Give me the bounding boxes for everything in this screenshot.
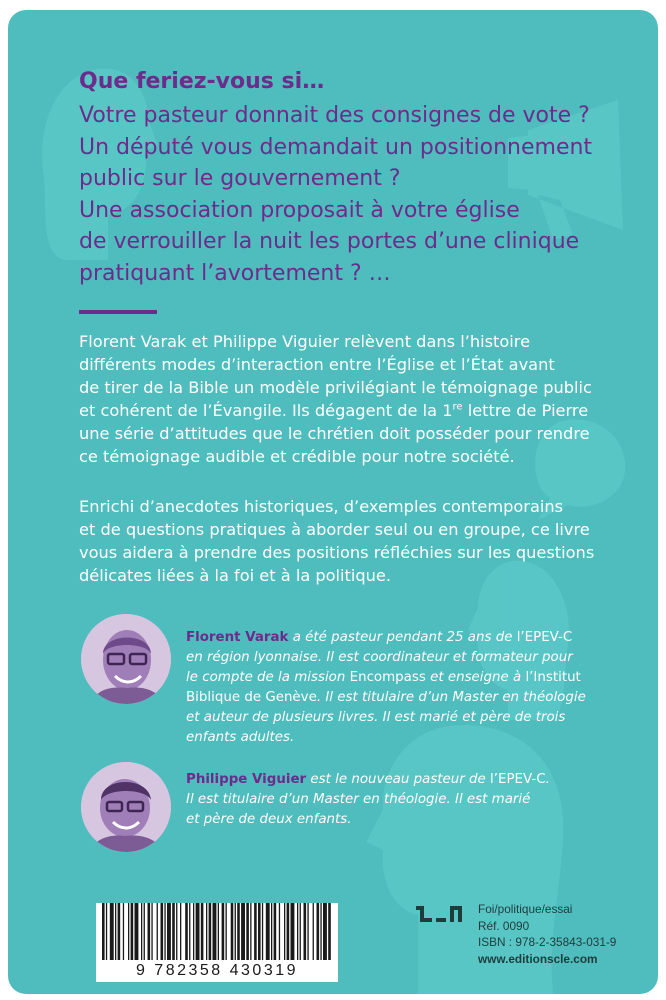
bio-line <box>186 668 646 688</box>
bio-run: a été pasteur pendant 25 ans de <box>288 630 517 645</box>
hook-line: public sur le gouvernement ? <box>79 166 401 192</box>
author-bio-philippe-viguier <box>186 770 646 830</box>
bio-run: Encompass <box>349 670 426 685</box>
bio-run: Biblique de Genève <box>186 690 317 705</box>
text-line: Enrichi d’anecdotes historiques, d’exemples contemporains <box>79 497 564 516</box>
bio-run: . Il est titulaire d’un Master en théologie <box>316 690 586 705</box>
bio-run: est le nouveau pasteur de <box>306 772 491 787</box>
hook-line: de verrouiller la nuit les portes d’une clinique <box>79 229 580 255</box>
text-line <box>79 399 639 422</box>
publisher-website: www.editionscle.com <box>478 951 598 966</box>
summary-paragraph-1 <box>79 330 639 468</box>
text-line: ce témoignage audible et crédible pour notre société. <box>79 447 515 466</box>
bio-line <box>186 770 646 790</box>
hook-line: Une association proposait à votre église <box>79 197 520 223</box>
summary-paragraph-2 <box>79 495 639 587</box>
bio-line <box>186 688 646 708</box>
author-name: Philippe Viguier <box>186 772 307 787</box>
author-name: Florent Varak <box>186 630 289 645</box>
bio-run: l’Institut <box>525 670 581 685</box>
text-line: de tirer de la Bible un modèle privilégiant le témoignage public <box>79 378 592 397</box>
bio-run: . <box>545 772 550 787</box>
book-reference: Réf. 0090 <box>478 918 530 933</box>
text-line: Florent Varak et Philippe Viguier relèvent dans l’histoire <box>79 332 531 351</box>
author-bio-florent-varak <box>186 628 646 748</box>
text-line: vous aidera à prendre des positions réfléchies sur les questions <box>79 543 595 562</box>
hook-line: pratiquant l’avortement ? … <box>79 260 391 286</box>
bio-line <box>186 628 646 648</box>
text-line: et de questions pratiques à aborder seul ou en groupe, ce livre <box>79 520 590 539</box>
bio-line: et auteur de plusieurs livres. Il est marié et père de trois <box>186 710 566 725</box>
text-line: délicates liées à la foi et à la politique. <box>79 566 392 585</box>
bio-run: et enseigne à <box>425 670 526 685</box>
text-run: et cohérent de l’Évangile. Ils dégagent de la 1 <box>79 401 453 420</box>
author-photo-florent-varak <box>81 614 171 704</box>
isbn-barcode <box>96 903 338 961</box>
bio-run: le compte de la mission <box>186 670 350 685</box>
superscript: re <box>452 401 463 413</box>
publisher-logo-icon <box>414 900 470 928</box>
book-isbn: ISBN : 978-2-35843-031-9 <box>478 935 617 949</box>
text-line: une série d’attitudes que le chrétien doit posséder pour rendre <box>79 424 590 443</box>
bio-run: l’EPEV-C <box>490 772 546 787</box>
book-category: Foi/politique/essai <box>478 902 573 916</box>
back-cover <box>8 10 658 994</box>
divider-rule <box>79 310 157 314</box>
bio-line: en région lyonnaise. Il est coordinateur et formateur pour <box>186 650 573 665</box>
bio-run: l’EPEV-C <box>516 630 573 645</box>
text-line: différents modes d’interaction entre l’Église et l’État avant <box>79 355 555 374</box>
hook-line: Votre pasteur donnait des consignes de vote ? <box>79 103 590 128</box>
author-photo-philippe-viguier <box>81 762 171 852</box>
hook-questions <box>79 66 639 290</box>
bio-line: Il est titulaire d’un Master en théologie. Il est marié <box>186 792 531 807</box>
bio-line: enfants adultes. <box>186 730 295 745</box>
publisher-info <box>478 901 616 967</box>
text-run: lettre de Pierre <box>462 401 589 420</box>
hook-title: Que feriez-vous si… <box>79 69 325 94</box>
barcode-number: 9 782358 430319 <box>96 960 338 982</box>
bio-line: et père de deux enfants. <box>186 812 352 827</box>
hook-line: Un député vous demandait un positionnement <box>79 134 593 160</box>
